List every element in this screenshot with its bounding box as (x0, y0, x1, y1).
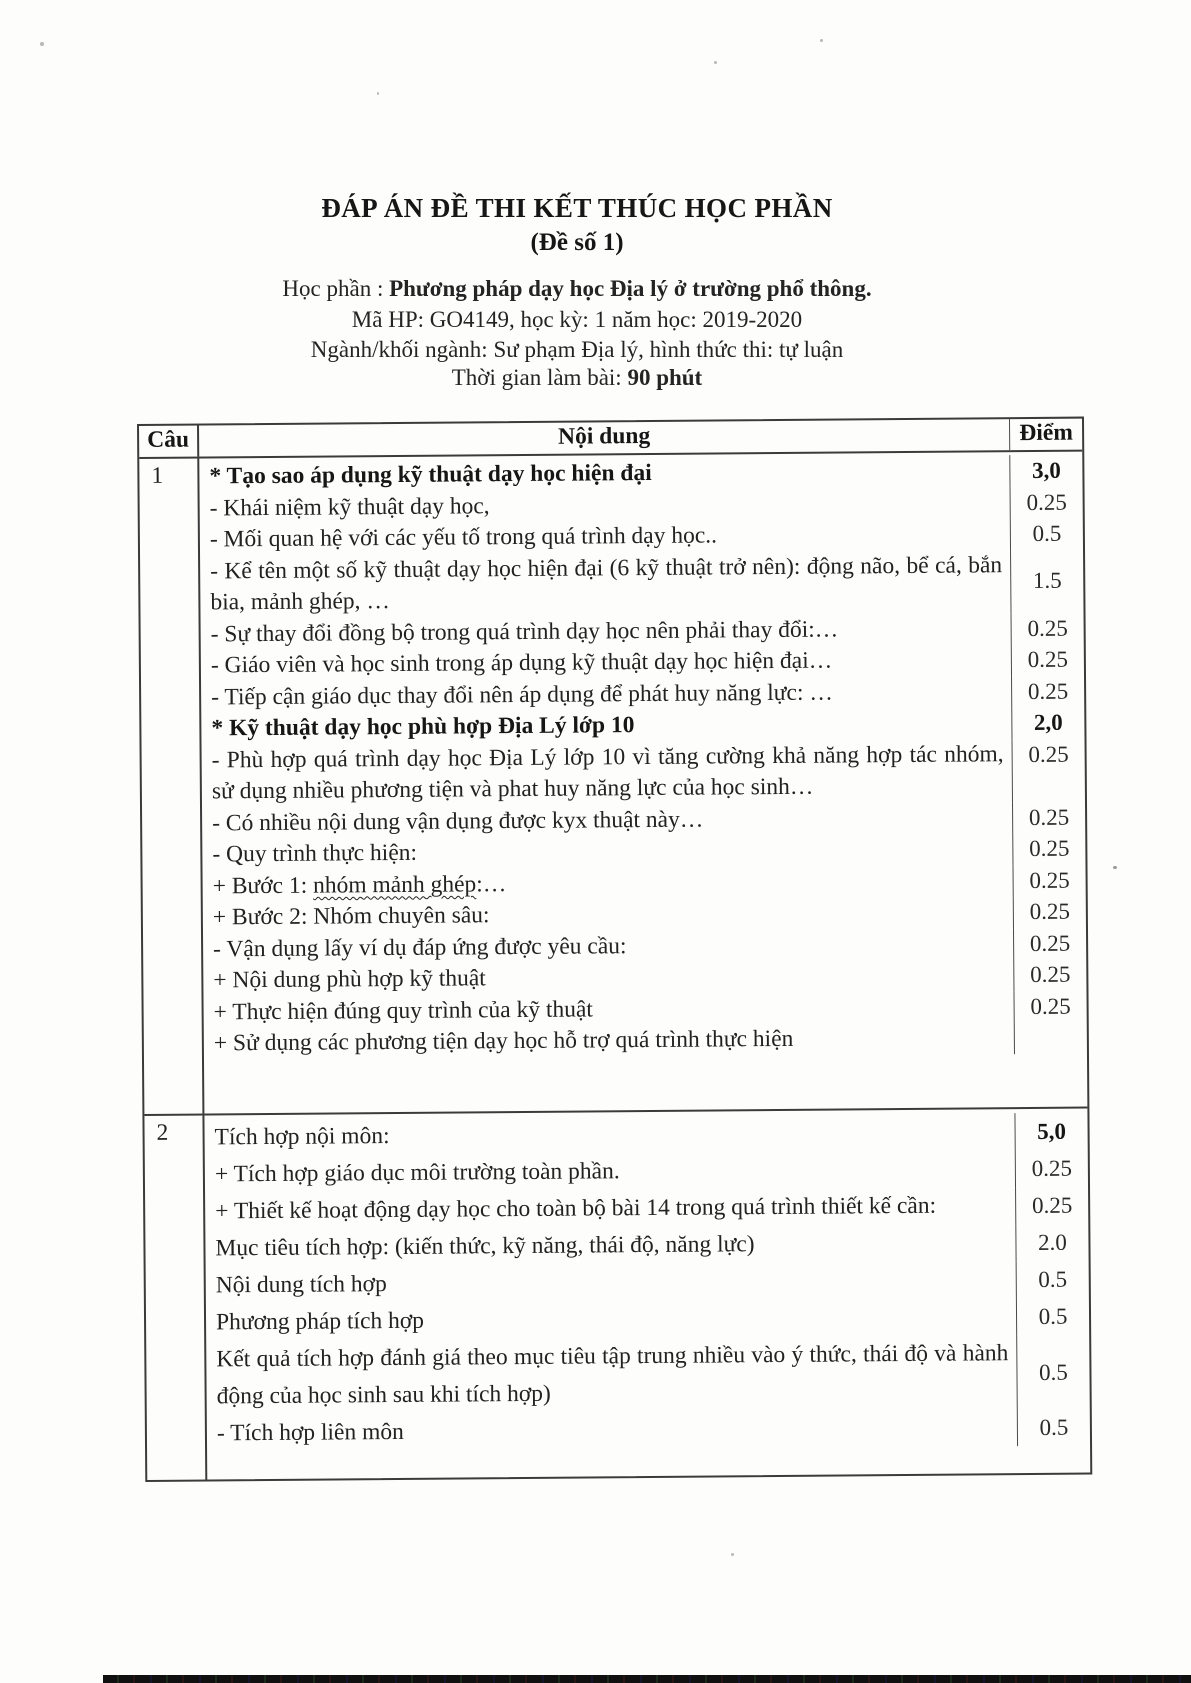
question-1-content (199, 452, 1087, 1114)
points-value: 0.25 (1013, 896, 1086, 928)
answer-text: + Sử dụng các phương tiện dạy học hỗ trợ quá trình thực hiện (213, 1025, 794, 1057)
column-header-diem: Điểm (1009, 419, 1082, 451)
step-prefix: + Bước 1: (212, 872, 314, 899)
answer-text: Kết quả tích hợp đánh giá theo mục tiêu tập trung nhiều vào ý thức, thái độ và hành động của học sinh sau khi tích hợp) (216, 1340, 1009, 1410)
scan-speck (377, 92, 379, 95)
answer-text: Phương pháp tích hợp (215, 1307, 425, 1336)
duration-label: Thời gian làm bài: (451, 365, 622, 390)
course-label: Học phần : (282, 276, 384, 301)
answer-text: - Tiếp cận giáo dục thay đổi nên áp dụng để phát huy năng lực: … (211, 679, 833, 710)
answer-item (200, 549, 1083, 619)
column-header-cau: Câu (139, 426, 199, 457)
points-value: 0.25 (1011, 675, 1084, 707)
points-value: 0.25 (1015, 1150, 1088, 1188)
points-value: 2.0 (1015, 1224, 1088, 1262)
points-value: 0.25 (1012, 864, 1085, 896)
answer-text: + Thực hiện đúng quy trình của kỹ thuật (213, 995, 594, 1025)
course-name: Phương pháp dạy học Địa lý ở trường phổ thông. (389, 276, 872, 301)
question-number: 2 (144, 1115, 207, 1479)
duration-line (137, 365, 1017, 391)
scan-speck (1113, 866, 1117, 869)
points-value: 0.5 (1016, 1298, 1089, 1336)
course-code-line: Mã HP: GO4149, học kỳ: 1 năm học: 2019-2020 (351, 307, 803, 332)
document-title: ĐÁP ÁN ĐỀ THI KẾT THÚC HỌC PHẦN (321, 193, 833, 223)
table-row-question-2 (144, 1109, 1090, 1480)
step-suffix: :… (476, 870, 507, 897)
points-value (1014, 1022, 1087, 1054)
points-value: 0.25 (1013, 990, 1086, 1022)
answer-text: - Có nhiều nội dung vận dụng được kyx thuật này… (212, 806, 704, 836)
answer-text: + Thiết kế hoạt động dạy học cho toàn bộ bài 14 trong quá trình thiết kế cần: (215, 1192, 937, 1225)
answer-item (202, 738, 1085, 808)
scan-artifact-bar (103, 1675, 1191, 1683)
scan-speck (40, 42, 44, 46)
answer-text: + Tích hợp giáo dục môi trường toàn phần. (214, 1158, 620, 1188)
answer-text: * Tạo sao áp dụng kỹ thuật dạy học hiện đại (209, 459, 652, 490)
scan-speck (714, 61, 717, 64)
underlined-phrase: nhóm mảnh ghép (312, 870, 477, 899)
answer-text: - Kể tên một số kỹ thuật dạy học hiện đại (6 kỹ thuật trở nên): động não, bể cá, bắn bia, mảnh ghép, … (210, 551, 1003, 616)
duration-value: 90 phút (627, 365, 703, 390)
points-value: 0.25 (1012, 833, 1085, 865)
answer-item (207, 1409, 1090, 1453)
points-value: 2,0 (1011, 707, 1084, 739)
answer-text: - Phù hợp quá trình dạy học Địa Lý lớp 10 vì tăng cường khả năng hợp tác nhóm, sử dụng nhiều phương tiện và phat huy năng lực của học sinh… (211, 740, 1004, 805)
answer-text: - Quy trình thực hiện: (212, 839, 418, 868)
scan-speck (820, 39, 823, 42)
course-line (137, 276, 1017, 302)
column-header-noi-dung: Nội dung (557, 422, 651, 450)
points-value: 0.5 (1017, 1409, 1090, 1447)
answer-text: - Mối quan hệ với các yếu tố trong quá trình dạy học.. (209, 522, 718, 553)
points-value: 0.5 (1010, 518, 1083, 550)
scan-speck (731, 1553, 734, 1556)
answer-text: - Vận dụng lấy ví dụ đáp ứng được yêu cầu: (213, 932, 627, 962)
answer-text: - Giáo viên và học sinh trong áp dụng kỹ thuật dạy học hiện đại… (210, 647, 833, 679)
answer-text: * Kỹ thuật dạy học phù hợp Địa Lý lớp 10 (211, 712, 635, 742)
points-value: 0.25 (1015, 1187, 1088, 1225)
answer-item (204, 1022, 1087, 1060)
table-row-question-1 (139, 452, 1087, 1116)
answer-key-table (137, 417, 1092, 1482)
points-value: 0.5 (1016, 1335, 1090, 1410)
major-line: Ngành/khối ngành: Sư phạm Địa lý, hình thức thi: tự luận (310, 337, 844, 362)
answer-text: + Nội dung phù hợp kỹ thuật (213, 965, 486, 994)
answer-text: Nội dung tích hợp (215, 1271, 387, 1299)
answer-text: Mục tiêu tích hợp: (kiến thức, kỹ năng, thái độ, năng lực) (215, 1231, 755, 1262)
answer-text: + Bước 2: Nhóm chuyên sâu: (212, 902, 490, 931)
answer-text: Tích hợp nội môn: (214, 1123, 390, 1151)
points-value: 3,0 (1009, 455, 1082, 487)
answer-text: - Tích hợp liên môn (216, 1418, 404, 1447)
points-value: 0.25 (1013, 959, 1086, 991)
question-2-content (204, 1109, 1090, 1480)
points-value: 0.25 (1013, 927, 1086, 959)
answer-item (206, 1335, 1090, 1416)
exam-variant-subtitle: (Đề số 1) (530, 229, 624, 256)
points-value: 0.5 (1016, 1261, 1089, 1299)
points-value: 0.25 (1011, 612, 1084, 644)
points-value: 0.25 (1010, 486, 1083, 518)
points-value: 1.5 (1010, 549, 1083, 613)
points-value: 5,0 (1014, 1113, 1087, 1151)
answer-text: - Sự thay đổi đồng bộ trong quá trình dạy học nên phải thay đổi:… (210, 615, 839, 647)
points-value: 0.25 (1011, 644, 1084, 676)
points-value: 0.25 (1012, 801, 1085, 833)
question-number: 1 (139, 459, 204, 1114)
answer-text: - Khái niệm kỹ thuật dạy học, (209, 492, 490, 521)
points-value: 0.25 (1011, 738, 1084, 802)
